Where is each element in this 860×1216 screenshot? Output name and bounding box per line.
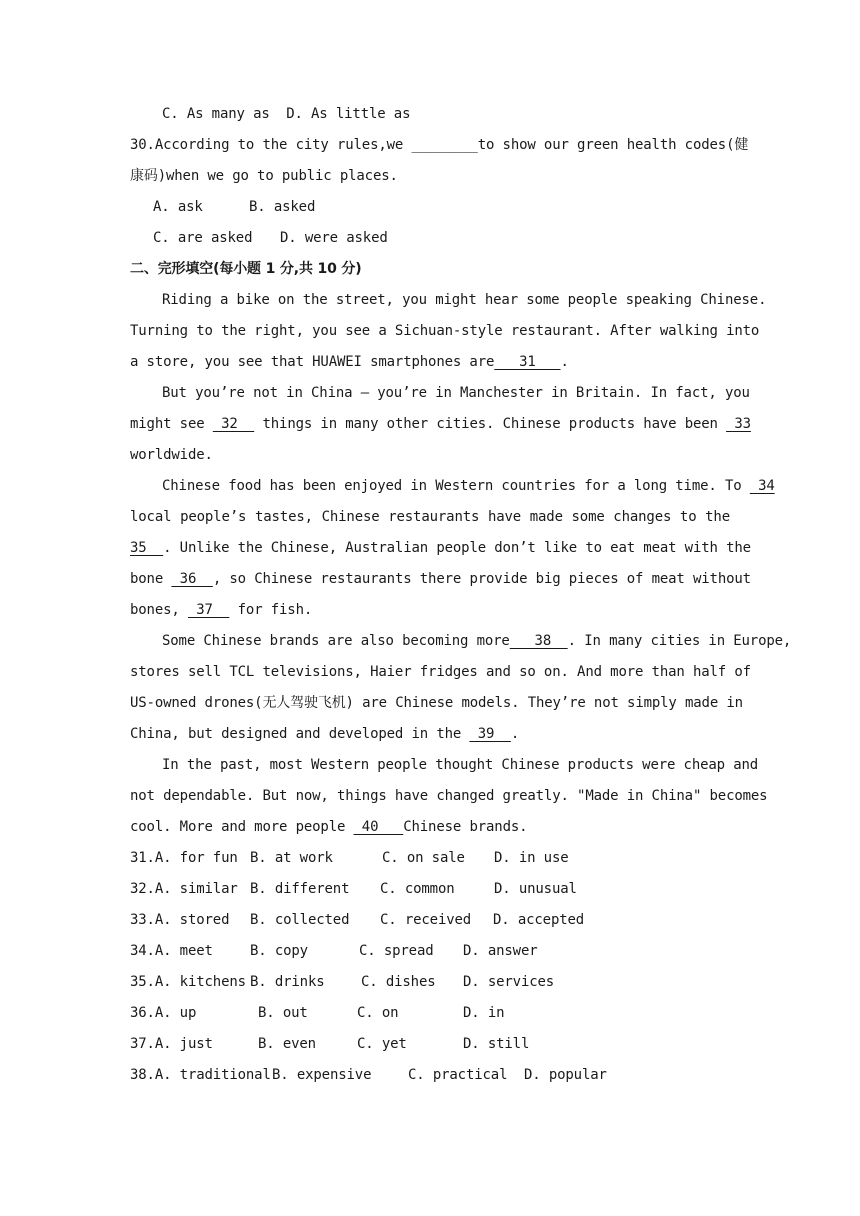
option-row-32 xyxy=(130,874,730,905)
option-row-36 xyxy=(130,998,730,1029)
option-row-35 xyxy=(130,967,730,998)
option-37-b: B. even xyxy=(258,1036,316,1052)
passage-p4-line4: China, but designed and developed in the 39 . xyxy=(130,726,520,742)
q30-option-a: A. ask xyxy=(153,199,203,215)
option-32-d: D. unusual xyxy=(494,881,577,897)
option-36-b: B. out xyxy=(258,1005,308,1021)
option-34-c: C. spread xyxy=(359,943,434,959)
passage-p3-line3: 35 . Unlike the Chinese, Australian people don’t like to eat meat with the xyxy=(130,540,751,556)
blank-33: 33 xyxy=(726,416,751,432)
option-37-d: D. still xyxy=(463,1036,530,1052)
passage-p2-line1: But you’re not in China — you’re in Manchester in Britain. In fact, you xyxy=(162,385,750,401)
passage-p1-line1: Riding a bike on the street, you might hear some people speaking Chinese. xyxy=(162,292,767,308)
option-row-38 xyxy=(130,1060,730,1091)
passage-p4-line3: US-owned drones(无人驾驶飞机) are Chinese models. They’re not simply made in xyxy=(130,695,743,711)
blank-40: 40 xyxy=(353,819,404,835)
option-33-d: D. accepted xyxy=(493,912,585,928)
passage-p3-line2: local people’s tastes, Chinese restaurants have made some changes to the xyxy=(130,509,730,525)
blank-34: 34 xyxy=(749,478,775,494)
option-38-b: B. expensive xyxy=(272,1067,372,1083)
section-title: 二、完形填空(每小题 1 分,共 10 分) xyxy=(130,261,362,277)
option-35-b: B. drinks xyxy=(250,974,325,990)
q29-option-c: C. As many as xyxy=(162,106,270,122)
option-37-c: C. yet xyxy=(357,1036,407,1052)
option-32-c: C. common xyxy=(380,881,455,897)
passage-p1-line3: a store, you see that HUAWEI smartphones are 31 . xyxy=(130,354,569,370)
option-33-b: B. collected xyxy=(250,912,350,928)
option-35-d: D. services xyxy=(463,974,555,990)
passage-p3-line1: Chinese food has been enjoyed in Western countries for a long time. To 34 xyxy=(162,478,775,494)
option-34-b: B. copy xyxy=(250,943,308,959)
q30-stem-line2: 康码)when we go to public places. xyxy=(130,168,398,184)
blank-32: 32 xyxy=(212,416,255,432)
option-35-c: C. dishes xyxy=(361,974,436,990)
option-38-a: 38.A. traditional xyxy=(130,1067,271,1083)
q30-options-cd xyxy=(130,223,730,254)
passage-p4-line1: Some Chinese brands are also becoming more 38 . In many cities in Europe, xyxy=(162,633,792,649)
q29-options-cd xyxy=(130,99,730,130)
blank-38: 38 xyxy=(509,633,568,649)
option-34-a: 34.A. meet xyxy=(130,943,213,959)
blank-39: 39 xyxy=(469,726,511,742)
q30-option-c: C. are asked xyxy=(153,230,253,246)
passage-p3-line5: bones, 37 for fish. xyxy=(130,602,313,618)
passage-p4-line2: stores sell TCL televisions, Haier fridges and so on. And more than half of xyxy=(130,664,751,680)
option-36-c: C. on xyxy=(357,1005,399,1021)
exam-page xyxy=(130,99,792,1091)
blank-31: 31 xyxy=(494,354,561,370)
option-36-a: 36.A. up xyxy=(130,1005,197,1021)
option-32-a: 32.A. similar xyxy=(130,881,238,897)
blank-37: 37 xyxy=(187,602,230,618)
passage-p2-line3: worldwide. xyxy=(130,447,213,463)
option-row-37 xyxy=(130,1029,730,1060)
option-33-a: 33.A. stored xyxy=(130,912,230,928)
option-36-d: D. in xyxy=(463,1005,505,1021)
option-32-b: B. different xyxy=(250,881,350,897)
q29-option-d: D. As little as xyxy=(286,106,411,122)
option-37-a: 37.A. just xyxy=(130,1036,213,1052)
passage-p5-line1: In the past, most Western people thought Chinese products were cheap and xyxy=(162,757,759,773)
option-33-c: C. received xyxy=(380,912,472,928)
option-35-a: 35.A. kitchens xyxy=(130,974,246,990)
option-38-c: C. practical xyxy=(408,1067,508,1083)
passage-p5-line2: not dependable. But now, things have changed greatly. "Made in China" becomes xyxy=(130,788,768,804)
q30-options-ab xyxy=(130,192,730,223)
passage-p1-line2: Turning to the right, you see a Sichuan-style restaurant. After walking into xyxy=(130,323,760,339)
option-31-a: 31.A. for fun xyxy=(130,850,238,866)
option-38-d: D. popular xyxy=(524,1067,607,1083)
passage-p3-line4: bone 36 , so Chinese restaurants there provide big pieces of meat without xyxy=(130,571,751,587)
q30-option-b: B. asked xyxy=(249,199,316,215)
passage-p2-line2: might see 32 things in many other cities. Chinese products have been 33 xyxy=(130,416,751,432)
q30-option-d: D. were asked xyxy=(280,230,388,246)
blank-35: 35 xyxy=(130,540,164,556)
option-34-d: D. answer xyxy=(463,943,538,959)
option-row-33 xyxy=(130,905,730,936)
passage-p5-line3: cool. More and more people 40 Chinese brands. xyxy=(130,819,528,835)
blank-36: 36 xyxy=(171,571,213,587)
option-31-b: B. at work xyxy=(250,850,333,866)
option-31-c: C. on sale xyxy=(382,850,465,866)
option-31-d: D. in use xyxy=(494,850,569,866)
option-row-34 xyxy=(130,936,730,967)
option-row-31 xyxy=(130,843,730,874)
q30-stem-line1: 30.According to the city rules,we ________to show our green health codes(健 xyxy=(130,137,749,153)
